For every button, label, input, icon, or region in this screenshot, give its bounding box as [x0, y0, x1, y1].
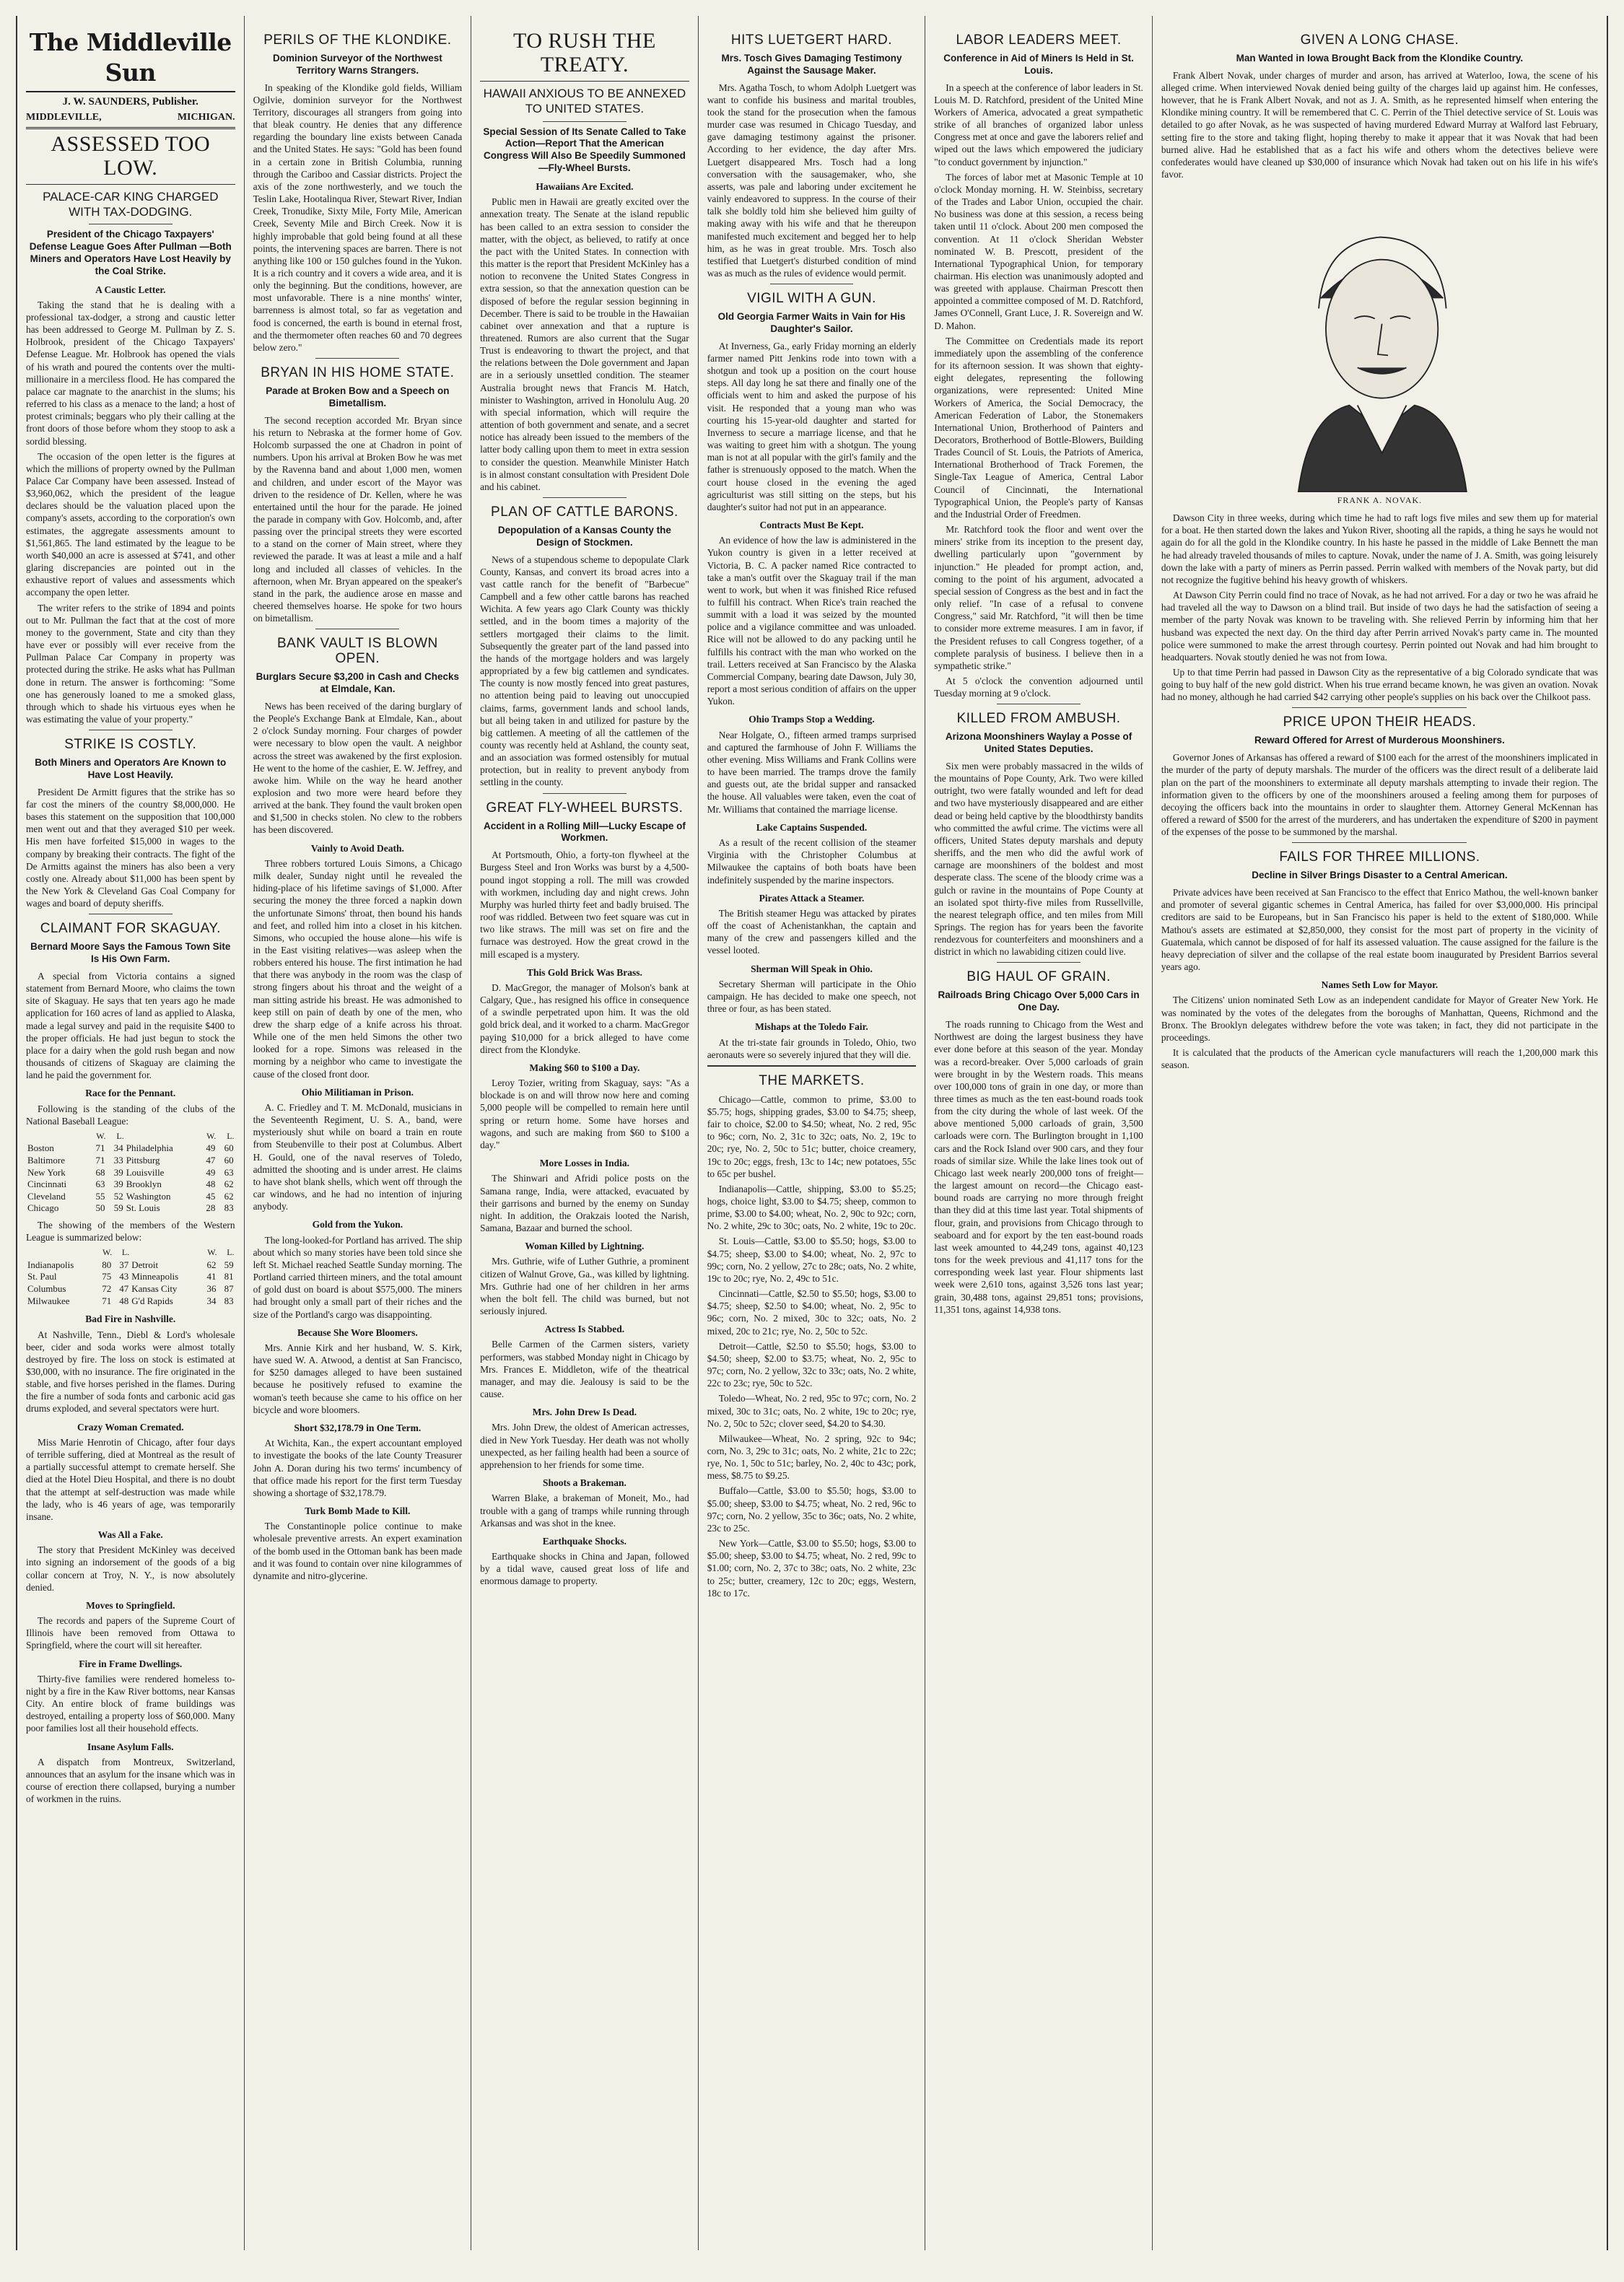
- article-paragraph: News has been received of the daring burglary of the People's Exchange Bank at Elmdale, Kan., about 2 o'clock Sunday morning. Four charges of powder were necessary to blow open the vault. A neighbor across the street was awakened by the first explosion. He went to the home of the cashier, E. W. Jeffrey, and awoke him. While on the way he heard another explosion and two more were heard before they arrived at the bank. They found the vault broken open and $1,500 in checks stolen. No clew to the robbers has been discovered.: [253, 700, 463, 836]
- article-paragraph: In a speech at the conference of labor leaders in St. Louis M. D. Ratchford, president of the United Mine Workers of America, advocated a great sympathetic strike of all branches of organized labor unless Congress met at once and gave the laborers relief and wiped out the laws which empowered the judiciary "to conduct government by injunction.": [934, 82, 1143, 167]
- article-paragraph: Secretary Sherman will participate in the Ohio campaign. He has decided to make one speech, not three or four, as has been stated.: [707, 978, 917, 1015]
- subhead: Dominion Surveyor of the Northwest Territory Warns Strangers.: [272, 52, 442, 76]
- headline-price: PRICE UPON THEIR HEADS.: [1283, 714, 1477, 730]
- market-report: Toledo—Wheat, No. 2 red, 95c to 97c; corn, No. 2 mixed, 30c to 31c; oats, No. 2 white, 19c to 20c; rye, No. 2, 50c to 52c; clover seed, $4.20 to $4.30.: [707, 1393, 917, 1429]
- article-paragraph: The long-looked-for Portland has arrived. The ship about which so many stories have been told since she left St. Michael reached Seattle Sunday morning. The Portland carried thirteen miners, and the total amount of gold dust on board is about $575,000. The miners had brought only a small part of their riches and the size of the Portland's cargo was disappointing.: [253, 1234, 463, 1320]
- divider: [543, 497, 627, 498]
- standings-wins: 71: [102, 1295, 112, 1306]
- article-paragraph: At 5 o'clock the convention adjourned until Tuesday morning at 9 o'clock.: [934, 675, 1143, 699]
- standings-team: St. Louis: [126, 1202, 160, 1214]
- subhead: Ohio Militiaman in Prison.: [301, 1086, 414, 1098]
- standings-wins: 41: [206, 1271, 217, 1282]
- article-paragraph: A dispatch from Montreux, Switzerland, announces that an asylum for the insane which was in course of erection there collapsed, burying a number of workmen in the ruins.: [26, 1756, 235, 1805]
- subhead: Conference in Aid of Miners Is Held in St. Louis.: [943, 52, 1134, 76]
- article-paragraph: As a result of the recent collision of the steamer Virginia with the Christopher Columbus at Milwaukee the captains of both boats have been indefinitely suspended by the marine inspectors.: [707, 837, 917, 886]
- masthead-title: The Middleville Sun: [26, 27, 235, 92]
- masthead-town: MIDDLEVILLE,: [26, 111, 102, 123]
- deck-assessed: PALACE-CAR KING CHARGED WITH TAX-DODGING.: [43, 189, 219, 219]
- subhead: Reward Offered for Arrest of Murderous Moonshiners.: [1254, 735, 1505, 746]
- standings-losses: 39: [113, 1166, 123, 1178]
- article-paragraph: Leroy Tozier, writing from Skaguay, says: "As a blockade is on and will throw now here and coming 5,000 people will be compelled to remain here until spring or return home. Some have horses and wagons, and such are making from $60 to $100 a day.": [480, 1077, 689, 1150]
- standings-losses: 62: [224, 1190, 234, 1202]
- article-paragraph: Mr. Ratchford took the floor and went over the miners' strike from its inception to the present day, dwelling particularly upon "government by injunction." He pleaded for prompt action, and, coming to the point of his argument, advocated a special session of Congress as the best and in fact the only relief. "In case of a refusal to convene Congress," said Mr. Ratchford, "it will then be time to consider more extreme measures. I am in favor, if the President refuses to call Congress together, of a complete paralysis of business. I believe then in a sympathetic strike.": [934, 524, 1143, 671]
- standings-row: [26, 1179, 235, 1191]
- standings-wins: 63: [95, 1179, 105, 1190]
- article-paragraph: The showing of the members of the Western League is summarized below:: [26, 1220, 235, 1243]
- standings-team: Cincinnati: [27, 1179, 67, 1190]
- article-paragraph: Thirty-five families were rendered homeless to-night by a fire in the Kaw River bottoms, near Kansas City. An entire block of frame buildings was destroyed, entailing a property loss of $60,000. Many poor families lost all their household effects.: [26, 1673, 235, 1734]
- standings-wins: 50: [95, 1202, 105, 1214]
- article-paragraph: The roads running to Chicago from the West and Northwest are doing the largest business they have ever done before at this season of the year. Monday was a record-breaker. Over 5,000 carloads of grain were brought in by the Western roads. This means over 100,000 tons of grain in one day, or more than three times as much as the ten east-bound roads took from the city during the whole of last week. Of the above mentioned 5,000 carloads of grain, 3,500 carloads were corn. The Burlington brought in 1,100 cars and the Rock Island over 900 cars, and they four roads of similar size. While the lake lines took out of Chicago last week nearly 200,000 tons of freight—the largest amount on record—the Chicago east-bound roads are carrying no more through freight than they did at this time last year. Total shipments of flour, grain, and provisions from Chicago through to seaboard and for export by the ten east-bound roads last week amounted to 44,249 tons, against 40,123 tons for the week previous and 41,117 tons for the corresponding week last year. Flour shipments last week were 2,610 tons, against 3,526 tons last year; grain, 30,488 tons, against 29,851 tons; provisions, 11,351 tons, against 14,938 tons.: [934, 1019, 1143, 1315]
- standings-team: Cleveland: [27, 1190, 66, 1202]
- article-paragraph: At Inverness, Ga., early Friday morning an elderly farmer named Pitt Jenkins rode into town with a shotgun and took up a position on the court house steps. All day long he sat there and finally one of the officials went to him and asked the purpose of his visit. He responded that a young man who was courting his 15-year-old daughter and started for Inverness to secure a marriage license, and that he was waiting to greet him with a shotgun. The young man is not at all popular with the girl's family and the father is strenuously opposed to the match. When the court house closed in the evening the aged agriculturist was still sitting on the steps, but his daughter's suitor had not put in an appearance.: [707, 340, 917, 512]
- subhead: Gold from the Yukon.: [312, 1219, 403, 1230]
- article-paragraph: In speaking of the Klondike gold fields, William Ogilvie, dominion surveyor for the Northwest Territory, discourages all strangers from going into that bleak country. He denies that any difference regarding the boundary line exists between Canada and the United States. He says: "Gold has been found in a certain zone in British Columbia, running through the Cariboo and Cassiar districts. Project the axis of the zone northwesterly, and we touch the Teslin Lake, Hootalinqua River, Stewart River, Indian Creek, Tronudike, Sixty Mile, Forty Mile, American Creek, Seventy Mile and Birch Creek. Now it is highly improbable that gold being found at all these points, the intervening spaces are barren. There is not anything like 100 or 150 gulches found in the Yukon. It is a rich country and it covers a wide area, and it is only the beginning. But the conditions, however, are most unfavorable. There is a nine months' winter, barrenness is almost total, so far as vegetation and food is concerned, the earth is bound in eternal frost, and the thermometer often reaches 60 and 70 degrees below zero.": [253, 82, 463, 353]
- divider: [543, 793, 627, 794]
- standings-losses: 83: [224, 1202, 234, 1214]
- standings-wins: 49: [206, 1166, 216, 1178]
- standings-losses: 81: [224, 1271, 234, 1282]
- subhead: Mrs. John Drew Is Dead.: [532, 1407, 637, 1418]
- headline-assessed: ASSESSED TOO LOW.: [26, 132, 235, 185]
- standings-row: [26, 1191, 235, 1203]
- article-paragraph: Near Holgate, O., fifteen armed tramps surprised and captured the farmhouse of John F. Williams the other evening. Miss Williams and Frank Collins were to have been married. The tramps drove the family and guests out, ate the bridal supper and ransacked the house. All valuables were taken, even the coat of Mr. Williams that contained the marriage license.: [707, 729, 917, 815]
- article-paragraph: The Shinwari and Afridi police posts on the Samana range, India, were attacked, evacuated by their garrisons and burned by the enemy on Sunday night. In addition, the Orakzais looted the Narish, Samana, Bazaar and burned the school.: [480, 1173, 689, 1233]
- subhead: Bernard Moore Says the Famous Town Site Is His Own Farm.: [30, 941, 231, 965]
- article-paragraph: It is calculated that the products of the American cycle manufacturers will reach the 1,200,000 mark this season.: [1161, 1047, 1598, 1071]
- standings-wins: 71: [95, 1154, 105, 1166]
- article-paragraph: At the tri-state fair grounds in Toledo, Ohio, two aeronauts were so severely injured that they will die.: [707, 1036, 917, 1060]
- article-paragraph: Belle Carmen of the Carmen sisters, variety performers, was stabbed Monday night in Chicago by Mrs. Frances E. Middleton, wife of the theatrical manager, and may die. Jealousy is said to be the cause.: [480, 1339, 689, 1400]
- headline-markets: THE MARKETS.: [759, 1072, 865, 1088]
- standings-row: [26, 1155, 235, 1167]
- article-paragraph: The British steamer Hegu was attacked by pirates off the coast of Achenistankhan, the captain and many of the crew and passengers killed and the vessel looted.: [707, 907, 917, 956]
- market-report: Buffalo—Cattle, $3.00 to $5.50; hogs, $3.00 to $5.00; sheep, $3.00 to $4.75; wheat, No. 2 red, 96c to 97c; corn, No. 2 yellow, 35c to 36c; oats, No. 2 white, 23c to 25c.: [707, 1485, 917, 1534]
- standings-row: [26, 1259, 235, 1272]
- standings-wins: 28: [206, 1202, 216, 1214]
- standings-losses: 48: [119, 1295, 129, 1306]
- standings-team: Philadelphia: [126, 1142, 173, 1154]
- article-paragraph: News of a stupendous scheme to depopulate Clark County, Kansas, and convert its broad acres into a vast cattle ranch for the benefit of "Barbecue" Campbell and a few other cattle barons has reached Wichita. A few years ago Clark County was thickly settled, and in the boom times a majority of the settlers mortgaged their claims to the limit. Subsequently the greater part of the land passed into the hands of the mortgage holders and was largely appropriated by a few big cattlemen and syndicates. The county is now mostly fenced into great pastures, no attention being paid to leaving out unoccupied claims, farms, government lands and school lands, but all being taken in and utilized for pasture by the big cattlemen. A meeting of all the cattlemen of the county was recently held at Ashland, the county seat, and an association was formed ostensibly for mutual protection, but in reality to prevent anybody from settling in the county.: [480, 554, 689, 788]
- standings-wins: 80: [102, 1259, 112, 1270]
- subhead: Crazy Woman Cremated.: [77, 1421, 184, 1433]
- masthead-place: [26, 111, 235, 129]
- standings-wins: 72: [102, 1283, 112, 1294]
- subhead: Fire in Frame Dwellings.: [79, 1658, 183, 1669]
- headline-chase: GIVEN A LONG CHASE.: [1300, 32, 1459, 48]
- markets-list: [707, 1093, 917, 1599]
- market-report: Detroit—Cattle, $2.50 to $5.50; hogs, $3.00 to $4.50; sheep, $2.00 to $3.75; wheat, No. 2, 95c to 97c; corn, No. 2 yellow, 32c to 33c; oats, No. 2 white, 22c to 23c; rye, 50c to 52c.: [707, 1340, 917, 1389]
- subdeck-treaty: Special Session of Its Senate Called to Take Action—Report That the American Congress Will Also Be Speedily Summoned—Fly-Wheel Bursts.: [483, 126, 686, 174]
- market-report: St. Louis—Cattle, $3.00 to $5.50; hogs, $3.00 to $4.75; sheep, $3.00 to $4.00; wheat, No. 2, 97c to 99c; corn, No. 2 yellow, 27c to 28c; oats, No. 2 white, 19c to 20c; rye, No. 2, 49c to 51c.: [707, 1236, 917, 1284]
- subhead: Bad Fire in Nashville.: [85, 1313, 176, 1325]
- standings-losses: 33: [113, 1154, 123, 1166]
- subhead: Arizona Moonshiners Waylay a Posse of United States Deputies.: [945, 731, 1132, 755]
- market-report: Indianapolis—Cattle, shipping, $3.00 to $5.25; hogs, choice light, $3.00 to $4.75; sheep, common to prime, $3.00 to $4.00; wheat, No. 2, 90c to 92c; corn, No. 2 white, 29c to 30c; oats, No. 2 white, 19c to 20c.: [707, 1183, 917, 1232]
- article-paragraph: Dawson City in three weeks, during which time he had to raft logs five miles and sew them up for material for a boat. He then started down the lakes and Yukon River, shooting all the rapids, a thing he says he would not again do for all the gold in the Klondike country. In his haste he passed in the middle of Lake Bennett the man he had already traveled thousands of miles to capture. Novak, under the name of J. A. Smith, was going leisurely down the lake with a party of miners as Perrin passed. Perrin walked with members of the Novak party, but did not recognize the fugitive behind his heavy growth of whiskers.: [1161, 512, 1598, 585]
- subhead: Because She Wore Bloomers.: [297, 1326, 418, 1338]
- article-paragraph: The records and papers of the Supreme Court of Illinois have been removed from Ottawa to Springfield, where the court will sit hereafter.: [26, 1615, 235, 1651]
- standings-losses: 59: [113, 1202, 123, 1214]
- standings-team: Minneapolis: [131, 1271, 179, 1282]
- subhead: Parade at Broken Bow and a Speech on Bimetallism.: [266, 385, 450, 408]
- masthead-publisher: J. W. SAUNDERS, Publisher.: [62, 96, 198, 108]
- headline-millions: FAILS FOR THREE MILLIONS.: [1279, 849, 1480, 865]
- article-paragraph: Warren Blake, a brakeman of Moneit, Mo., had trouble with a gang of tramps while running through Arkansas and was shot in the knee.: [480, 1492, 689, 1529]
- headline-vigil: VIGIL WITH A GUN.: [747, 291, 876, 307]
- subhead: Actress Is Stabbed.: [544, 1324, 625, 1335]
- article-paragraph: Six men were probably massacred in the wilds of the mountains of Pope County, Ark. Two were killed outright, two were fatally wounded and left for dead and two have mysteriously disappeared and are either dead or being held captive by the bloodthirsty bandits who committed the awful crime. The victims were all officers, United States deputy marshals and deputy sheriffs, and the men who did the awful work of carnage are moonshiners of the boldest and most desperate class. The scene of the bloody crime was a gulch or ravine in the mountains of Pope County at an isolated spot thirty-five miles from Russellville, the nearest telegraph office, and ten miles from Mill Springs. The region has for years been the favorite rendezvous for counterfeiters and moonshiners and a district in which no lawabiding citizen could live.: [934, 760, 1143, 958]
- subhead: Sherman Will Speak in Ohio.: [751, 963, 873, 974]
- article-paragraph: Public men in Hawaii are greatly excited over the annexation treaty. The Senate at the island republic has been called to an extra session to consider the matter, with the object, as believed, to ratify at once the pact with the United States. In connection with this matter is the report that President McKinley has a notion to reconvene the United States Congress in extra session, so that the annexation question can be disposed of before the regular session beginning in December. There is said to be trouble in the Hawaiian cabinet over annexation and that a rupture is threatened. Rumors are also current that the Sugar Trust is endeavoring to thwart the project, and that the relations between the Dole government and Japan are in a seriously unsettled condition. The steamer Australia brought news that Francis M. Hatch, minister to Washington, arrived in Honolulu Aug. 20 with special information, which will require the attention of both government and senate, and a secret notice has already been issued to the members of the latter body calling upon them to meet in extra session to consider the question. Meanwhile Minister Hatch is in almost constant consultation with President Dole and his cabinet.: [480, 196, 689, 492]
- standings-row: [26, 1283, 235, 1295]
- standings-team: Milwaukee: [27, 1295, 70, 1306]
- standings-row: [26, 1271, 235, 1283]
- standings-losses: 43: [119, 1271, 129, 1282]
- subhead: Both Miners and Operators Are Known to Have Lost Heavily.: [35, 757, 227, 780]
- standings-wins: 62: [206, 1259, 217, 1270]
- headline-skaguay: CLAIMANT FOR SKAGUAY.: [40, 921, 221, 937]
- standings-wins: 36: [206, 1283, 217, 1294]
- subhead: Man Wanted in Iowa Brought Back from the Klondike Country.: [1236, 52, 1524, 64]
- standings-losses: 39: [113, 1179, 123, 1190]
- subhead: Turk Bomb Made to Kill.: [305, 1505, 411, 1516]
- article-paragraph: Miss Marie Henrotin of Chicago, after four days of terrible suffering, died at Montreal as the result of a partially successful attempt to cremate herself. She died at the Hotel Dieu Hospital, and there is no doubt that the attempt at self-destruction was made while the lady, who is 46 years of age, was temporarily insane.: [26, 1436, 235, 1522]
- standings-team: Indianapolis: [27, 1259, 74, 1270]
- standings-team: Washington: [126, 1190, 171, 1202]
- subhead: Accident in a Rolling Mill—Lucky Escape of Workmen.: [484, 820, 686, 844]
- subhead: Ohio Tramps Stop a Wedding.: [748, 714, 875, 725]
- standings-row: [26, 1202, 235, 1215]
- standings-team: St. Paul: [27, 1271, 57, 1282]
- article-paragraph: The second reception accorded Mr. Bryan since his return to Nebraska at the former home of Gov. Holcomb surpassed the one at Chadron in point of numbers. Upon his arrival at Broken Bow he was met by the Ravenna band and about 1,000 men, women and children, and under escort of the Mayor was driven to the residence of Dr. Kellen, where he was entertained until the hour for the parade. He joined the parade in company with Gov. Holcomb, and, after passing over the principal streets they were escorted to a stand on the corner of Main street, where they reviewed the parade. It was at least a mile and a half long and included all classes of vehicles. In the afternoon, when Mr. Bryan appeared on the speaker's stand in the park, the audience arose en masse and cheered themselves hoarse. He spoke for two hours on bimetallism.: [253, 414, 463, 624]
- column-3: [471, 16, 699, 2250]
- standings-wins: 34: [206, 1295, 217, 1306]
- article-paragraph: Mrs. Agatha Tosch, to whom Adolph Luetgert was want to confide his business and marital troubles, took the stand for the prosecution when the famous murder case was resumed in Chicago Tuesday, and gave damaging testimony against the prisoner. According to her evidence, the day after Mrs. Luetgert disappeared Mrs. Tosch had a long conversation with the sausagemaker, who, she asserts, was pale and laboring under excitement he vainly endeavored to suppress. In the course of their talk she boldly told him she believed him guilty of making away with his wife and that he thereupon manifested much excitement and begged her to help him, as he was in great trouble. Mrs. Tosch also testified that Luetgert's disturbed condition of mind was as much as the rules of evidence would permit.: [707, 82, 917, 279]
- article-paragraph: Private advices have been received at San Francisco to the effect that Enrico Mathou, the well-known banker and promoter of several gigantic schemes in Central America, has failed for over $3,000,000. His principal creditors are said to be Europeans, but in San Francisco his paper is held to the extent of $180,000. While Mathou's assets are estimated at $2,850,000, they consist for the most part of property in the vicinity of Guatemala, which cannot be disposed of for half its assessed valuation. The cause assigned for the failure is the heavy depreciation of silver and the collapse of the real estate boom inaugurated by President Barrios several years ago.: [1161, 887, 1598, 973]
- subhead: Burglars Secure $3,200 in Cash and Checks at Elmdale, Kan.: [256, 671, 460, 695]
- subhead: Pirates Attack a Steamer.: [759, 892, 865, 904]
- deck-treaty: HAWAII ANXIOUS TO BE ANNEXED TO UNITED STATES.: [483, 87, 686, 116]
- standings-wins: 68: [95, 1166, 105, 1178]
- column-4: [699, 16, 926, 2250]
- portrait-engraving: [1227, 186, 1533, 492]
- headline-bryan: BRYAN IN HIS HOME STATE.: [261, 365, 455, 381]
- standings-losses: 34: [113, 1142, 123, 1154]
- standings-losses: 60: [224, 1142, 234, 1154]
- standings-wins: 71: [95, 1142, 105, 1154]
- subhead: Mrs. Tosch Gives Damaging Testimony Against the Sausage Maker.: [721, 52, 902, 76]
- standings-losses: 60: [224, 1154, 234, 1166]
- article-paragraph: At Wichita, Kan., the expert accountant employed to investigate the books of the late County Treasurer John A. Doran during his two terms' incumbency of that office made his report for the first term Tuesday showing a shortage of $32,178.79.: [253, 1438, 463, 1498]
- standings-row: [26, 1295, 235, 1308]
- article-paragraph: At Portsmouth, Ohio, a forty-ton flywheel at the Burgess Steel and Iron Works was burst by a 4,500-pound ingot stopping a roll. The mill was crowded with workmen, including day and night crews. John Murphy was hurled thirty feet and badly bruised. The roof was riddled. Between two feet square was cut in two like straws. The mill was set on fire and the furnace was destroyed. How the great crowd in the mill escaped is a mystery.: [480, 849, 689, 960]
- standings-team: G'd Rapids: [131, 1295, 173, 1306]
- headline-labor: LABOR LEADERS MEET.: [956, 32, 1122, 48]
- standings-losses: 59: [224, 1259, 234, 1270]
- subhead: Woman Killed by Lightning.: [525, 1241, 645, 1252]
- subhead: Hawaiians Are Excited.: [536, 181, 634, 192]
- article-paragraph: Governor Jones of Arkansas has offered a reward of $100 each for the arrest of the moonshiners implicated in the murder of the party of deputy marshals. The murder of the officers was the direct result of a deliberate laid plan on the part of the moonshiners to exterminate all deputy marshals attempting to invade their region. The information given to the officers by one of the moonshiners aroused a feeling among them for purposes of decoying the officers back into the mountains in order to slaughter them. Attorney General McKennan has offered a reward of $500 for the arrest of the murderers, and has undertaken the expenditure of $200 in payment of the expenses of the posse to be summoned by the marshal.: [1161, 752, 1598, 838]
- article-paragraph: Following is the standing of the clubs of the National Baseball League:: [26, 1103, 235, 1127]
- subhead: Was All a Fake.: [97, 1529, 163, 1540]
- headline-grain: BIG HAUL OF GRAIN.: [966, 969, 1111, 985]
- divider: [707, 1065, 917, 1067]
- market-report: Chicago—Cattle, common to prime, $3.00 to $5.75; hogs, shipping grades, $3.00 to $4.75; sheep, fair to choice, $2.00 to $4.50; wheat, No. 2 red, 95c to 96c; corn, No. 2, 31c to 32c; oats, No. 2, 19c to 20c; rye, No. 2, 50c to 51c; butter, choice creamery, 19c to 20c; eggs, fresh, 13c to 14c; new potatoes, 55c to 65c per bushel.: [707, 1093, 917, 1179]
- article-paragraph: Earthquake shocks in China and Japan, followed by a tidal wave, caused great loss of life and enormous damage to property.: [480, 1551, 689, 1587]
- subhead: Vainly to Avoid Death.: [310, 842, 404, 854]
- headline-flywheel: GREAT FLY-WHEEL BURSTS.: [486, 800, 684, 816]
- headline-strike: STRIKE IS COSTLY.: [64, 737, 197, 753]
- article-paragraph: An evidence of how the law is administered in the Yukon country is given in a letter received at Victoria, B. C. A packer named Rice contracted to take a man's outfit over the Skaguay trail if the man went to work, but when it was finished Rice refused to fulfill his contract. When Rice's train reached the summit with a load it was seized by the mounted police and a vigilance committee and was unloaded. Rice will not be allowed to do any packing until he fulfills his contract with the man who worked on the trail. Letters received at San Francisco by the Alaska Commercial Company, bearing date Dawson, July 30, report a most serious condition of affairs on the upper Yukon.: [707, 535, 917, 707]
- article-paragraph: The Citizens' union nominated Seth Low as an independent candidate for Mayor of Greater New York. He was nominated by the votes of the delegates from the boroughs of Manhattan, Queens, Richmond and the Bronx. The Brooklyn delegates withdrew before the vote was taken; in fact, they did not participate in the proceedings.: [1161, 994, 1598, 1043]
- subhead: Insane Asylum Falls.: [87, 1741, 174, 1752]
- article-paragraph: A special from Victoria contains a signed statement from Bernard Moore, who claims the town site of Skaguay. He says that ten years ago he made application for 160 acres of land as applied to Alaska, made a legal survey and paid in the requisite $400 to the proper officials. He had just begun to stock the place for a dairy when the gold rush began and now thousands of citizens of Skaguay are claiming the land he paid the government for.: [26, 970, 235, 1081]
- article-paragraph: Mrs. John Drew, the oldest of American actresses, died in New York Tuesday. Her death was not wholly unexpected, as her failing health had been a source of apprehension to her friends for some time.: [480, 1422, 689, 1470]
- divider: [997, 962, 1081, 963]
- article-paragraph: At Dawson City Perrin could find no trace of Novak, as he had not arrived. For a day or two he was afraid he had traveled all the way to Dawson on a blind trail. But inside of two days he had the satisfaction of seeing a member of the party Novak was known to be traveling with. She relieved Perrin by informing him that her husband was expected the next day. On the third day after Perrin arrived Novak's party came in. The mounted police were summoned to make the arrest through courtesy. Perrin pointed out Novak and had him brought to headquarters. Novak stoutly denied he was not from Iowa.: [1161, 590, 1598, 663]
- article-paragraph: D. MacGregor, the manager of Molson's bank at Calgary, Que., has resigned his office in consequence of a swindle perpetrated upon him. It was the old gold brick deal, and it worked to a charm. MacGregor paying $10,000 for a brick alleged to have come direct from the Klondyke.: [480, 982, 689, 1055]
- subhead: Old Georgia Farmer Waits in Vain for His Daughter's Sailor.: [717, 311, 906, 334]
- subhead: Contracts Must Be Kept.: [759, 519, 864, 530]
- article-paragraph: The writer refers to the strike of 1894 and points out to Mr. Pullman the fact that at the cost of more money to the government, State and city than they have ever or possibly will ever receive from the Pullman Palace Car Company in property was protected during the strike. He asks what has Pullman done in return. The answer is forthcoming: "Some one has generously loaned to me a smoked glass, through which to shade his virtuous eyes when he was estimating the value of your property.": [26, 602, 235, 725]
- standings-losses: 37: [119, 1259, 129, 1270]
- article-paragraph: Up to that time Perrin had passed in Dawson City as the representative of a big Colorado syndicate that was going to buy half of the new gold district. When his true errand became known, he was given an ovation. Novak had no money, although he had carried $42 carrying other people's supplies on his back over the Chilkoot pass.: [1161, 667, 1598, 703]
- standings-wins: 45: [206, 1190, 216, 1202]
- standings-team: New York: [27, 1166, 66, 1178]
- subhead: Moves to Springfield.: [86, 1599, 175, 1611]
- standings-wins: 49: [206, 1142, 216, 1154]
- article-paragraph: The story that President McKinley was deceived into signing an indorsement of the goods of a big collar concern at Troy, N. Y., is now absolutely denied.: [26, 1544, 235, 1593]
- subhead: Race for the Pennant.: [85, 1088, 176, 1099]
- standings-team: Columbus: [27, 1283, 66, 1294]
- article-paragraph: Taking the stand that he is dealing with a professional tax-dodger, a strong and caustic letter has been addressed to George M. Pullman by Z. S. Holbrook, president of the Chicago Taxpayers' Defense League. Mr. Holbrook has opened the vials of his wrath and poured the contents over the multi-millionaire in a merciless flood. He has compared the palace car magnate to the anarchist in the slums; his referred to his class as a menace to the land; a host of protest criminals; beggars who ply their calling at the front doors of those before whom they stoop to ask a sordid blessing.: [26, 299, 235, 447]
- standings-team: Louisville: [126, 1166, 165, 1178]
- column-1: [17, 16, 245, 2250]
- subhead: More Losses in India.: [539, 1158, 630, 1169]
- standings-losses: 62: [224, 1179, 234, 1190]
- subdeck-assessed: President of the Chicago Taxpayers' Defense League Goes After Pullman —Both Miners and Operators Have Lost Heavily by the Coal Strike.: [29, 229, 232, 276]
- subhead: Depopulation of a Kansas County the Design of Stockmen.: [497, 524, 671, 548]
- article-paragraph: The Committee on Credentials made its report immediately upon the assembling of the conference for its afternoon session. It was shown that eighty-eight delegates, representing the following organizations, were represented: United Mine Workers of America, the Social Democracy, the American Federation of Labor, the Stonemakers International Union, Brotherhood of Painters and Decorators, Brotherhood of Bottle-Blowers, Building Trades Council of St. Louis, the Patriots of America, International Brotherhood of Track Foremen, the Single-Tax League of America, Central Labor Council of Cincinnati, the International Typographical Union, the People's party of Kansas and the Industrial Order of Freedmen.: [934, 335, 1143, 520]
- standings-team: Brooklyn: [126, 1179, 162, 1190]
- subhead: This Gold Brick Was Brass.: [526, 966, 642, 978]
- market-report: Milwaukee—Wheat, No. 2 spring, 92c to 94c; corn, No. 3, 29c to 31c; oats, No. 2 white, 21c to 22c; rye, No. 1, 50c to 51c; barley, No. 2, 40c to 43c; pork, mess, $8.75 to $9.25.: [707, 1433, 917, 1482]
- article-paragraph: The occasion of the open letter is the figures at which the millions of property owned by the Pullman Palace Car Company have been assessed. Instead of $3,960,062, which the president of the league declares should be the valuation placed upon the company's assets, according to the corporation's own estimates, the aggregate assessments amount to $1,561,865. The land estimated by the league to be worth $40,000 an acre is assessed at $741, and other glaring discrepancies are pointed out in the exhaustive report of values and assessments which accompany the open letter.: [26, 450, 235, 598]
- headline-klondike: PERILS OF THE KLONDIKE.: [263, 32, 452, 48]
- article-paragraph: President De Armitt figures that the strike has so far cost the miners of the country $8,000,000. He bases this statement on the supposition that 100,000 men went out and that they averaged $10 per week. His men have forfeited $15,000 in wages to the company by breaking their contracts. The fight of the De Armitts against the miners has also been a very costly one. Already about $11,000 has been spent by the New York & Cleveland Gas Coal Company for wages and board of deputy sheriffs.: [26, 786, 235, 909]
- standings-losses: 63: [224, 1166, 234, 1178]
- subhead: Mishaps at the Toledo Fair.: [755, 1021, 868, 1033]
- article-paragraph: Mrs. Annie Kirk and her husband, W. S. Kirk, have sued W. A. Atwood, a dentist at San Francisco, for $250 damages alleged to have been sustained because he positively refused to examine the woman's teeth because she came to his office on her bicycle and wore bloomers.: [253, 1342, 463, 1415]
- standings-wins: 75: [102, 1271, 112, 1282]
- masthead-state: MICHIGAN.: [177, 111, 235, 123]
- standings-row: [26, 1142, 235, 1155]
- subhead: Decline in Silver Brings Disaster to a Central American.: [1252, 870, 1508, 881]
- article-paragraph: At Nashville, Tenn., Diebl & Lord's wholesale beer, cider and soda works were almost totally destroyed by fire. The loss on stock is estimated at $30,000, with no insurance. The fire originated in the stable, and five horses perished in the flames. During the fire a number of soda fonts and carbonic acid gas drums exploded, and several spectators were hurt.: [26, 1329, 235, 1415]
- market-report: Cincinnati—Cattle, $2.50 to $5.50; hogs, $3.00 to $4.75; sheep, $2.50 to $4.00; wheat, No. 2, 95c to 96c; corn, No. 2 mixed, 30c to 32c; oats, No. 2 mixed, 20c to 21c; rye, No. 2, 50c to 52c.: [707, 1288, 917, 1337]
- subhead: A Caustic Letter.: [95, 284, 166, 295]
- article-paragraph: Mrs. Guthrie, wife of Luther Guthrie, a prominent citizen of Walnut Grove, Ga., was killed by lightning. Mrs. Guthrie had one of her children in her arms when the bolt fell. The child was burned, but not seriously injured.: [480, 1256, 689, 1317]
- standings-team: Baltimore: [27, 1154, 65, 1166]
- subhead: Earthquake Shocks.: [542, 1535, 627, 1547]
- article-paragraph: The forces of labor met at Masonic Temple at 10 o'clock Monday morning. H. W. Steinbiss, secretary of the Trades and Labor Union, occupied the chair. No business was done at this session, a recess being taken until 11 o'clock. About 200 men composed the convention. At 11 o'clock Sheridan Webster nominated W. B. Prescott, president of the International Typographical Union, for temporary chairman. His election was unanimously adopted and was greeted with applause. Chairman Prescott then appointed a committee composed of M. D. Ratchford, James O'Connell, Grant Luce, J. R. Sovereign and W. D. Mahon.: [934, 171, 1143, 331]
- standings-losses: 52: [113, 1190, 123, 1202]
- standings-wins: 48: [206, 1179, 216, 1190]
- subhead: Short $32,178.79 in One Term.: [294, 1422, 422, 1433]
- subhead: Making $60 to $100 a Day.: [529, 1062, 640, 1073]
- divider: [543, 121, 627, 122]
- portrait-caption: FRANK A. NOVAK.: [1337, 494, 1423, 505]
- headline-ambush: KILLED FROM AMBUSH.: [956, 711, 1121, 727]
- standings-wins: 55: [95, 1190, 105, 1202]
- column-5: [925, 16, 1153, 2250]
- standings-team: Chicago: [27, 1202, 59, 1214]
- newspaper-page: [16, 16, 1608, 2250]
- headline-luetgert: HITS LUETGERT HARD.: [730, 32, 893, 48]
- divider: [315, 358, 399, 359]
- article-paragraph: The Constantinople police continue to make wholesale preventive arrests. An expert examination of the bomb used in the Ottoman bank has been made and it was found to contain over nine kilogrammes of dynamite and nitro-glycerine.: [253, 1521, 463, 1581]
- article-paragraph: Three robbers tortured Louis Simons, a Chicago milk dealer, Sunday night until he revealed the hiding-place of his lifetime savings of $1,000. After securing the money the three forced a napkin down the unfortunate Simons' throat, then bound his hands and feet, and rolled him into a closet in his kitchen. Simons, who occupied the house alone—his wife is in the East visiting relatives—was asleep when the robbers entered his house. The first intimation he had that there was anybody in the room was the clasp of strong fingers about his throat and the weight of a man sitting astride his breast. He was admonished to keep still on pain of death by one of the men, who drew the sharp edge of a knife across his throat. While one of the men held Simons the other two looked for a rope. Simons was released in the morning by a neighbor who came to investigate the cause of the closed front door.: [253, 857, 463, 1080]
- divider: [1292, 842, 1467, 843]
- standings-losses: 47: [119, 1283, 129, 1294]
- national-league-table: W. L. W. L. Boston 71 34 Philadelphia 49 60 Baltimore 71 33 Pittsburg 47 60 New York 68 39 Louisville 49 63 Cincinnati 63 39 Brooklyn 48 62 Cleveland 55 52 Washington 45 62 Chicago 50 59 St. Louis 28 83: [27, 1130, 235, 1214]
- standings-team: Boston: [27, 1142, 54, 1154]
- headline-treaty: TO RUSH THE TREATY.: [480, 29, 689, 82]
- market-report: New York—Cattle, $3.00 to $5.50; hogs, $3.00 to $5.00; sheep, $3.00 to $4.75; wheat, No. 2 red, 99c to $1.00; corn, No. 2, 37c to 38c; oats, No. 2 white, 23c to 25c; butter, creamery, 12c to 20c; eggs, Western, 18c to 17c.: [707, 1538, 917, 1599]
- headline-cattle: PLAN OF CATTLE BARONS.: [491, 504, 678, 520]
- standings-losses: 83: [224, 1295, 234, 1306]
- article-paragraph: Frank Albert Novak, under charges of murder and arson, has arrived at Waterloo, Iowa, the scene of his alleged crime. When interviewed Novak denied being guilty of the charges laid up against him. He confesses, however, that he is Frank Albert Novak, and not as J. A. Smith, as he represented himself when entering the Klondike mining country. It will be remembered that C. C. Perrin of the Thiel detective service of St. Louis was detailed to go after Novak, as he was suspected of having murdered Edward Murray at Walford last February, setting fire to the store and taking flight, hoping thereby to make it appear that it was Novak that had been burned alive. Had he established that as a fact his wife and others whom the detectives believe were confederates would have cleaned up $30,000 of insurance which Novak had taken out on his life in his wife's favor.: [1161, 69, 1598, 180]
- standings-team: Pittsburg: [126, 1154, 160, 1166]
- western-league-table: W. L. W. L. Indianapolis 80 37 Detroit 62 59 St. Paul 75 43 Minneapolis 41 81 Columbus 72 47 Kansas City 36 87 Milwaukee 71 48 G'd Rapids 34 83: [27, 1247, 235, 1306]
- standings-losses: 87: [224, 1283, 234, 1294]
- subhead: Shoots a Brakeman.: [542, 1477, 627, 1489]
- standings-team: Detroit: [131, 1259, 159, 1270]
- article-paragraph: A. C. Friedley and T. M. McDonald, musicians in the Seventeenth Regiment, U. S. A., band, were mysteriously shut while on board a train en route from Steubenville to their post at Columbus. Albert H. Gould, one of the naval reserves of Toledo, admitted the shooting and is under arrest. He claims to have shot blank shells, which went off through the car windows, and he had no intention of injuring anybody.: [253, 1101, 463, 1212]
- column-2: [245, 16, 472, 2250]
- divider: [1292, 707, 1467, 708]
- standings-row: [26, 1167, 235, 1179]
- subhead: Names Seth Low for Mayor.: [1321, 979, 1439, 991]
- headline-vault: BANK VAULT IS BLOWN OPEN.: [276, 636, 438, 667]
- column-6: [1153, 16, 1607, 2250]
- subhead: Railroads Bring Chicago Over 5,000 Cars in One Day.: [938, 989, 1140, 1013]
- standings-wins: 47: [206, 1154, 216, 1166]
- subhead: Lake Captains Suspended.: [756, 821, 868, 833]
- standings-team: Kansas City: [131, 1283, 178, 1294]
